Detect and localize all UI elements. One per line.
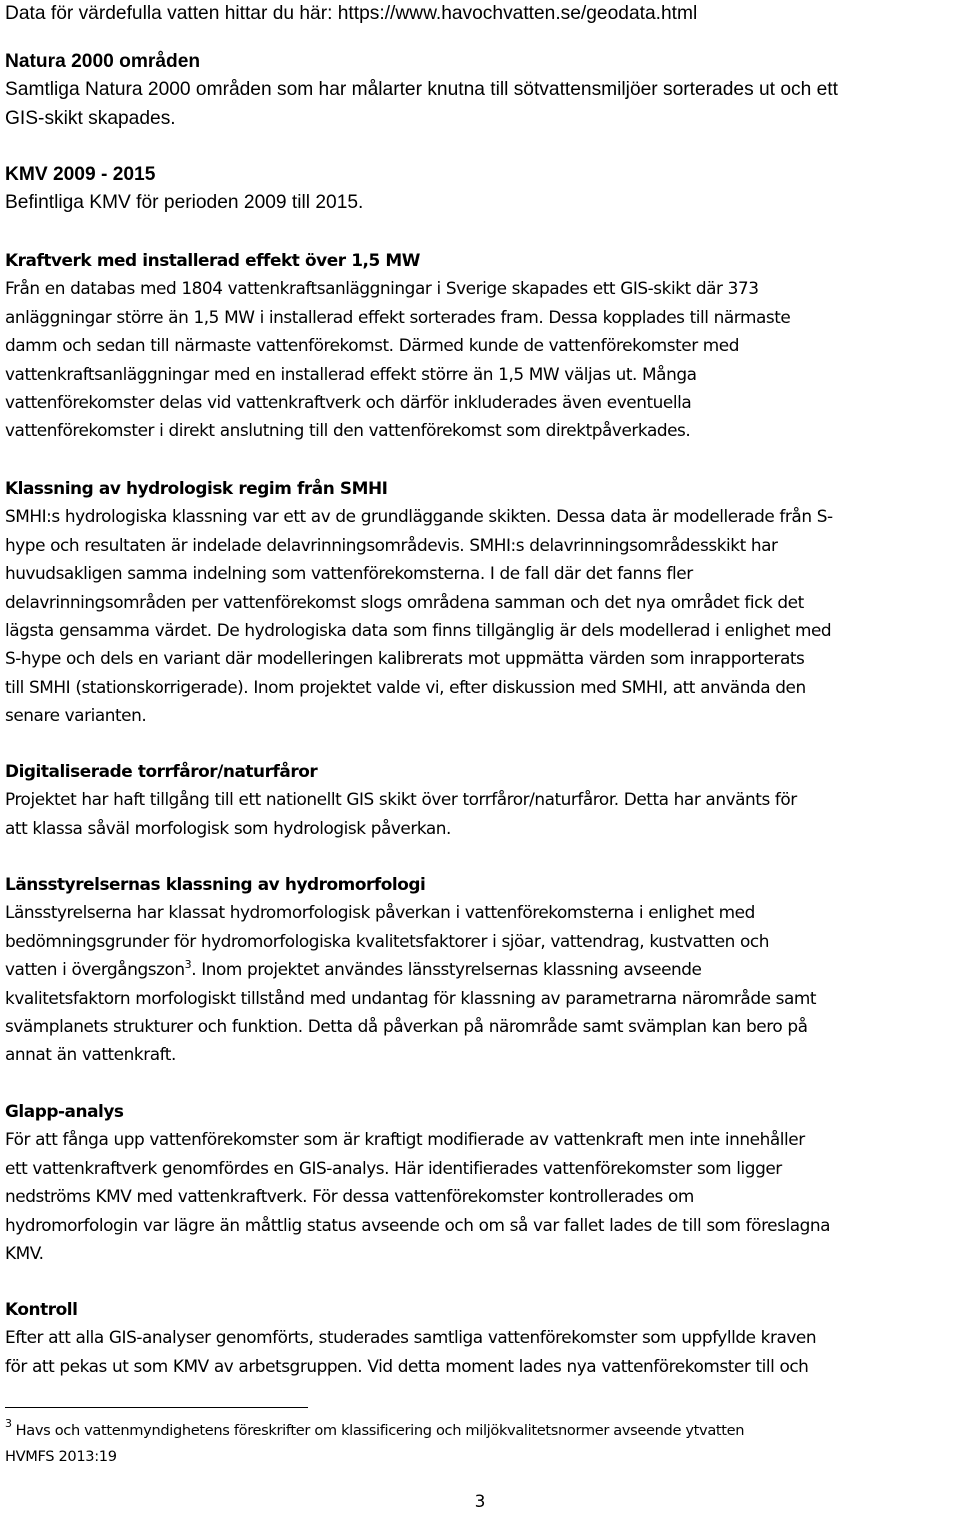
- footnote-marker: 3: [5, 1417, 12, 1430]
- section-lansstyrelsernas-klassning: [5, 870, 955, 1069]
- footnote-reference[interactable]: 3: [184, 958, 192, 972]
- body-line: hydromorfologin var lägre än måttlig status avseende och om så var fallet lades de till som föreslagna: [5, 1214, 831, 1235]
- footnote-divider: [5, 1407, 308, 1408]
- section-body: [5, 502, 955, 729]
- body-line: lägsta gensamma värdet. De hydrologiska data som finns tillgänglig är dels modellerad i enlighet med: [5, 620, 832, 641]
- section-kontroll: [5, 1295, 955, 1380]
- kmv-line: Befintliga KMV för perioden 2009 till 2015.: [5, 192, 364, 214]
- body-line: annat än vattenkraft.: [5, 1044, 176, 1065]
- section-body: [5, 898, 955, 1068]
- section-torrfaror: [5, 757, 955, 842]
- section-heading: Digitaliserade torrfåror/naturfåror: [5, 761, 318, 781]
- section-body: [5, 785, 955, 842]
- body-line: Projektet har haft tillgång till ett nationellt GIS skikt över torrfåror/naturfåror. Detta har använts för: [5, 789, 797, 810]
- footnote-text: Havs och vattenmyndighetens föreskrifter om klassificering och miljökvalitetsnormer avseende ytvatten: [15, 1422, 745, 1439]
- body-line: bedömningsgrunder för hydromorfologiska kvalitetsfaktorer i sjöar, vattendrag, kustvatten och: [5, 930, 770, 951]
- intro-block: [5, 0, 697, 28]
- section-heading: Kraftverk med installerad effekt över 1,5 MW: [5, 250, 420, 270]
- body-line: nedströms KMV med vattenkraftverk. För dessa vattenförekomster kontrollerades om: [5, 1186, 694, 1207]
- section-heading: Glapp-analys: [5, 1101, 124, 1121]
- section-glapp-analys: [5, 1097, 955, 1267]
- section-heading: Klassning av hydrologisk regim från SMHI: [5, 478, 388, 498]
- body-line: anläggningar större än 1,5 MW i installerad effekt sorterades fram. Dessa kopplades till närmaste: [5, 306, 791, 327]
- body-line: vattenförekomster i direkt anslutning till den vattenförekomst som direktpåverkades.: [5, 420, 691, 441]
- natura-line-1: Samtliga Natura 2000 områden som har målarter knutna till sötvattensmiljöer sorterades ut och ett: [5, 79, 838, 101]
- section-kraftverk: [5, 246, 955, 445]
- body-line: För att fånga upp vattenförekomster som är kraftigt modifierade av vattenkraft men inte innehåller: [5, 1129, 805, 1150]
- body-line: ett vattenkraftverk genomfördes en GIS-analys. Här identifierades vattenförekomster som ligger: [5, 1157, 782, 1178]
- section-hydrologisk-regim: [5, 474, 955, 730]
- page-number: 3: [474, 1492, 486, 1512]
- body-line: damm och sedan till närmaste vattenförekomst. Därmed kunde de vattenförekomster med: [5, 335, 740, 356]
- body-line: senare varianten.: [5, 705, 147, 726]
- body-line: S-hype och dels en variant där modelleringen kalibrerats mot uppmätta värden som inrapporterats: [5, 648, 805, 669]
- body-line: svämplanets strukturer och funktion. Detta då påverkan på närområde samt svämplan kan bero på: [5, 1016, 808, 1037]
- line-text: vatten i övergångszon: [5, 959, 185, 980]
- body-line: delavrinningsområden per vattenförekomst slogs områdena samman och det nya området fick det: [5, 591, 804, 612]
- footnote: [5, 1418, 955, 1470]
- body-line: Länsstyrelserna har klassat hydromorfologisk påverkan i vattenförekomsterna i enlighet med: [5, 902, 755, 923]
- section-heading: Länsstyrelsernas klassning av hydromorfologi: [5, 874, 426, 894]
- body-line: Efter att alla GIS-analyser genomförts, studerades samtliga vattenförekomster som uppfyllde kraven: [5, 1327, 817, 1348]
- natura-section: [5, 48, 838, 133]
- body-line: SMHI:s hydrologiska klassning var ett av de grundläggande skikten. Dessa data är modellerade från S-: [5, 506, 833, 527]
- body-line: vattenkraftsanläggningar med en installerad effekt större än 1,5 MW väljas ut. Många: [5, 363, 697, 384]
- section-body: [5, 1125, 955, 1267]
- natura-heading: Natura 2000 områden: [5, 51, 201, 72]
- footnote-line-1: [5, 1418, 955, 1444]
- body-line: till SMHI (stationskorrigerade). Inom projektet valde vi, efter diskussion med SMHI, att använda den: [5, 676, 806, 697]
- body-line: att klassa såväl morfologisk som hydrologisk påverkan.: [5, 817, 451, 838]
- body-line: kvalitetsfaktorn morfologiskt tillstånd med undantag för klassning av parametrarna närområde samt: [5, 987, 817, 1008]
- section-body: [5, 274, 955, 444]
- section-body: [5, 1323, 955, 1380]
- body-line: KMV.: [5, 1243, 44, 1264]
- body-line: hype och resultaten är indelade delavrinningsområdevis. SMHI:s delavrinningsområdesskikt har: [5, 534, 778, 555]
- body-line-with-footnote: [5, 955, 955, 983]
- kmv-section: [5, 161, 363, 218]
- footnote-line-2: HVMFS 2013:19: [5, 1448, 117, 1465]
- body-line: vattenförekomster delas vid vattenkraftverk och därför inkluderades även eventuella: [5, 392, 692, 413]
- body-line: Från en databas med 1804 vattenkraftsanläggningar i Sverige skapades ett GIS-skikt där 373: [5, 278, 759, 299]
- natura-line-2: GIS-skikt skapades.: [5, 107, 176, 129]
- kmv-heading: KMV 2009 - 2015: [5, 164, 156, 185]
- body-line: för att pekas ut som KMV av arbetsgruppen. Vid detta moment lades nya vattenförekomster till och: [5, 1355, 809, 1376]
- body-line: huvudsakligen samma indelning som vattenförekomsterna. I de fall där det fanns fler: [5, 563, 693, 584]
- line-text: . Inom projektet användes länsstyrelsernas klassning avseende: [191, 959, 702, 980]
- intro-line: Data för värdefulla vatten hittar du här: https://www.havochvatten.se/geodata.html: [5, 3, 698, 24]
- section-heading: Kontroll: [5, 1299, 78, 1319]
